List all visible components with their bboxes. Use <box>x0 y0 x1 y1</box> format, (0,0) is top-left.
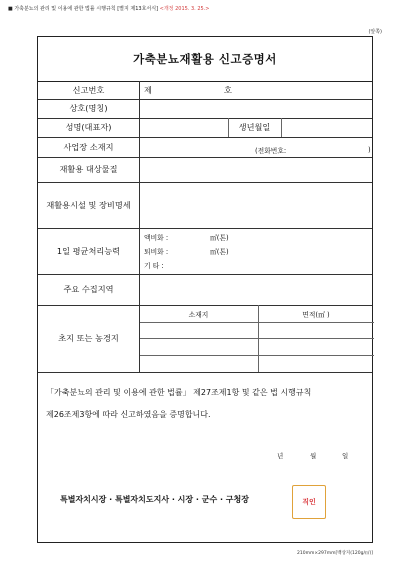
seal-label: 직인 <box>302 498 316 506</box>
date-year: 년 <box>277 452 284 460</box>
form-header <box>8 5 209 12</box>
row-divider <box>38 372 372 373</box>
column-divider <box>281 118 282 137</box>
page-tag: (앞쪽) <box>368 29 382 35</box>
certification-text-1: 「가축분뇨의 관리 및 이용에 관한 법률」 제27조제1항 및 같은 법 시행규칙 <box>46 388 312 397</box>
name-label: 성명(대표자) <box>65 122 112 132</box>
official-seal <box>292 485 326 519</box>
liquid-unit: ㎥(톤) <box>210 233 229 242</box>
collection-label: 주요 수집지역 <box>63 284 114 294</box>
report-no-prefix: 제 <box>144 84 152 95</box>
row-divider <box>139 355 374 356</box>
report-no-suffix: 호 <box>224 84 232 95</box>
amendment-note: <개정 2015. 3. 25.> <box>159 6 210 12</box>
certification-text-2: 제26조제3항에 따라 신고하였음을 증명합니다. <box>46 410 211 419</box>
capacity-label: 1일 평균처리능력 <box>56 245 121 256</box>
land-label: 초지 또는 농경지 <box>58 333 119 343</box>
location-header: 소재지 <box>188 310 209 319</box>
phone-close: ) <box>368 146 371 154</box>
form-title: 가축분뇨재활용 신고증명서 <box>133 52 277 66</box>
area-header: 면적(㎡ ) <box>302 310 330 319</box>
report-no-label: 신고번호 <box>72 84 105 95</box>
header-text: ■ 가축분뇨의 관리 및 이용에 관한 법률 시행규칙 [별지 제13호서식] <box>8 6 159 12</box>
row-divider <box>139 322 374 323</box>
compost-label: 퇴비화 : <box>144 247 169 256</box>
issuing-authority: 특별자치시장 · 특별자치도지사 · 시장 · 군수 · 구청장 <box>60 495 249 504</box>
title-box <box>38 37 372 82</box>
phone-label: (전화번호: <box>255 147 287 155</box>
date-month: 월 <box>310 452 317 460</box>
trade-name-label: 상호(명칭) <box>69 103 108 113</box>
facilities-label: 재활용시설 및 장비명세 <box>46 199 131 210</box>
compost-unit: ㎥(톤) <box>210 247 229 256</box>
label-column-divider <box>139 81 140 372</box>
liquid-label: 액비화 : <box>144 233 169 242</box>
birth-label: 생년월일 <box>238 122 271 132</box>
other-label: 기 타 : <box>144 261 164 270</box>
materials-label: 재활용 대상물질 <box>59 164 118 174</box>
date-day: 일 <box>342 452 349 460</box>
address-label: 사업장 소재지 <box>63 141 114 152</box>
row-divider <box>139 338 374 339</box>
paper-spec: 210mm×297mm[백상지(120g/㎡)] <box>296 551 373 556</box>
certificate-form <box>37 36 373 543</box>
